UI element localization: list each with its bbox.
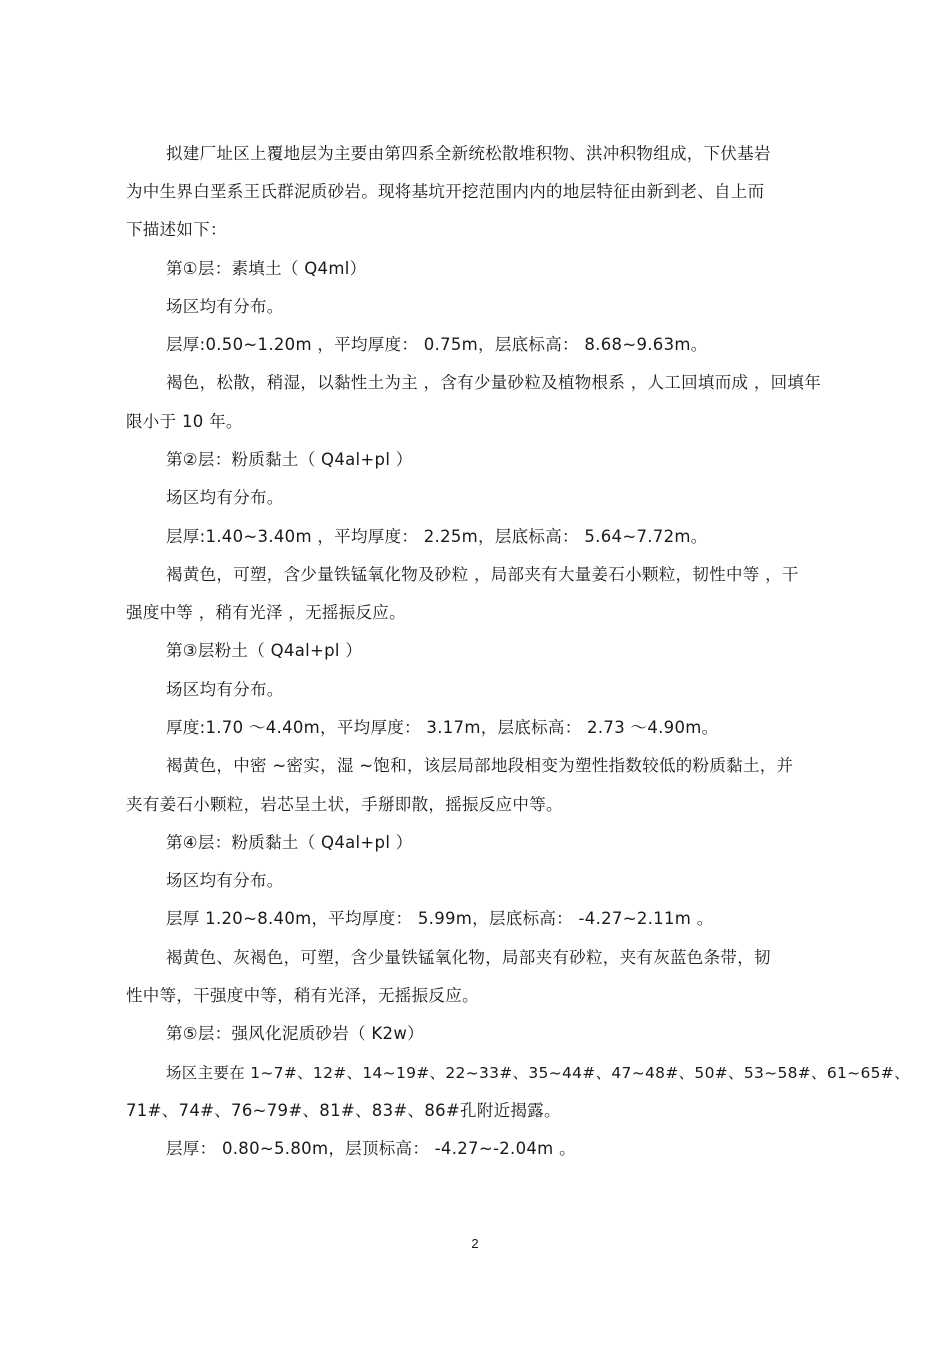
paragraph-line: 71#、74#、76~79#、81#、83#、86#孔附近揭露。	[126, 1101, 561, 1120]
paragraph-line: 为中生界白垩系王氏群泥质砂岩。现将基坑开挖范围内内的地层特征由新到老、自上而	[126, 182, 765, 201]
paragraph-line: 第②层：粉质黏土（ Q4al+pl ）	[166, 450, 413, 469]
paragraph-line: 下描述如下：	[126, 220, 227, 239]
paragraph-line: 场区均有分布。	[166, 297, 284, 316]
paragraph-line: 拟建厂址区上覆地层为主要由第四系全新统松散堆积物、洪冲积物组成，下伏基岩	[166, 144, 771, 163]
paragraph-line: 褐黄色，可塑，含少量铁锰氧化物及砂粒 ，局部夹有大量姜石小颗粒，韧性中等 ，干	[166, 565, 799, 584]
paragraph-line: 层厚:0.50~1.20m ，平均厚度： 0.75m，层底标高： 8.68~9.63m。	[166, 335, 708, 354]
paragraph-line: 层厚:1.40~3.40m ，平均厚度： 2.25m，层底标高： 5.64~7.72m。	[166, 527, 708, 546]
paragraph-line: 强度中等 ，稍有光泽 ，无摇振反应。	[126, 603, 406, 622]
page-number: 2	[471, 1236, 479, 1251]
paragraph-line: 性中等，干强度中等，稍有光泽，无摇振反应。	[126, 986, 479, 1005]
paragraph-line: 场区均有分布。	[166, 488, 284, 507]
paragraph-line: 第③层粉土（ Q4al+pl ）	[166, 641, 363, 660]
paragraph-line: 褐色，松散，稍湿，以黏性土为主 ，含有少量砂粒及植物根系 ，人工回填而成 ，回填年	[166, 373, 822, 392]
paragraph-line: 层厚 1.20~8.40m，平均厚度： 5.99m，层底标高： -4.27~2.11m 。	[166, 909, 714, 928]
paragraph-line: 夹有姜石小颗粒，岩芯呈土状，手掰即散，摇振反应中等。	[126, 795, 563, 814]
paragraph-line: 第①层：素填土（ Q4ml）	[166, 259, 367, 278]
paragraph-line: 褐黄色，中密 ~密实，湿 ~饱和，该层局部地段相变为塑性指数较低的粉质黏土，并	[166, 756, 794, 775]
paragraph-line: 褐黄色、灰褐色，可塑，含少量铁锰氧化物，局部夹有砂粒，夹有灰蓝色条带，韧	[166, 948, 771, 967]
paragraph-line: 场区均有分布。	[166, 680, 284, 699]
paragraph-line: 场区主要在 1~7#、12#、14~19#、22~33#、35~44#、47~48#、50#、53~58#、61~65#、	[166, 1064, 910, 1082]
paragraph-line: 厚度:1.70 ～4.40m，平均厚度： 3.17m，层底标高： 2.73 ～4.90m。	[166, 718, 719, 737]
paragraph-line: 第⑤层：强风化泥质砂岩（ K2w）	[166, 1024, 424, 1043]
paragraph-line: 场区均有分布。	[166, 871, 284, 890]
paragraph-line: 第④层：粉质黏土（ Q4al+pl ）	[166, 833, 413, 852]
paragraph-line: 层厚： 0.80~5.80m，层顶标高： -4.27~-2.04m 。	[166, 1139, 576, 1158]
paragraph-line: 限小于 10 年。	[126, 412, 243, 431]
